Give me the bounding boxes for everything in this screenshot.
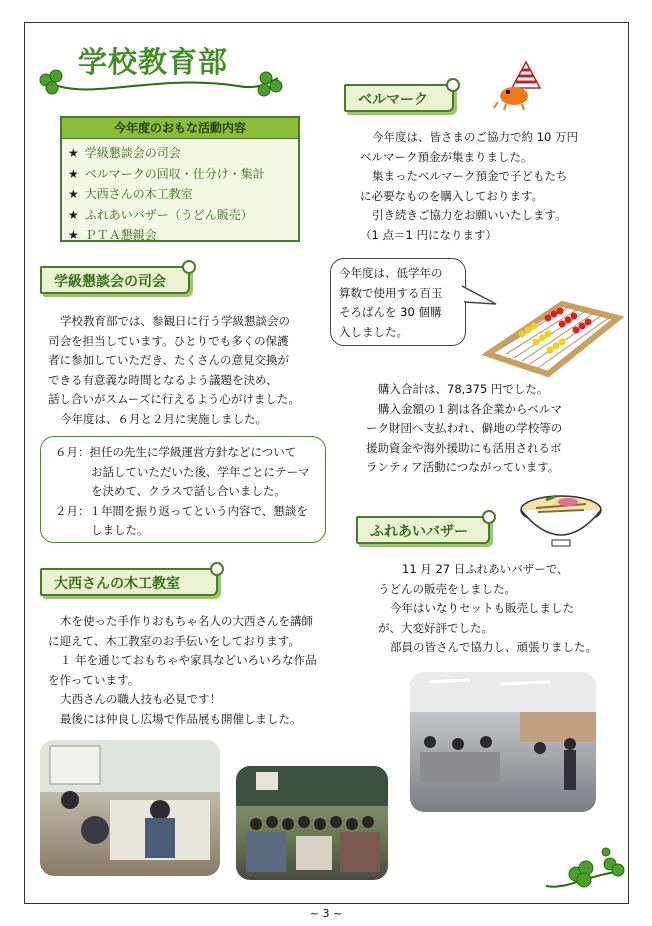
udon-bowl-icon [516,490,606,550]
page-title: 学校教育部 [78,45,229,79]
star-icon: ★ [68,228,79,242]
bazaar-photo [410,672,596,812]
activity-item: ★ 学級懇談会の司会 [68,146,181,160]
mokko-text: 木を使った手作りおもちゃ名人の大西さんを講師 に迎えて、木工教室のお手伝いをしております。 １ 年を通じておもちゃや家具などいろいろな作品 を作っています。 大西さんの職人技も必見です！ 最後には仲良し広場で作品展も開催しました。 [48,614,317,726]
activity-item: ★ 大西さんの木工教室 [68,187,193,201]
clover-corner-decoration [536,846,626,896]
class-group-photo-image [236,766,388,880]
activities-box [60,116,300,242]
bellmark-text: 今年度は、皆さまのご協力で約 10 万円 ベルマーク預金が集まりました。 集まったベルマーク預金で子どもたち に必要なものを購入しております。 引き続きご協力をお願いいたします。 （1 点＝1 円になります） [360,130,578,242]
hermit-crab-icon [492,58,552,112]
mokko-heading: 大西さんの木工教室 [40,568,218,596]
activities-heading: 今年度のおもな活動内容 [62,118,298,139]
bellmark-result-text: 購入合計は、78,375 円でした。 購入金額の１割は各企業からベルマ ーク財団へ支払われ、僻地の学校等の 援助資金や海外援助にも活用されるボ ランティア活動につながっています。 [366,382,563,474]
bazaar-hall-image [410,672,596,812]
bellmark-heading: ベルマーク [344,84,454,112]
activity-item: ★ ふれあいバザー（うどん販売） [68,207,253,222]
bazaar-text: 11 月 27 日ふれあいバザーで、 うどんの販売をしました。 今年はいなりセットも販売しました が、大変好評でした。 部員の皆さんで協力し、頑張りました。 [378,562,597,654]
woodwork-photo-image [40,740,220,876]
bellmark-speech-bubble: 今年度は、低学年の 算数で使用する百玉 そろばんを 30 個購 入しました。 [330,258,466,346]
abacus-icon [478,284,628,380]
star-icon: ★ [68,146,79,160]
star-icon: ★ [68,207,79,222]
page-number: ~ 3 ~ [309,907,343,920]
kondankai-heading: 学級懇談会の司会 [40,266,190,294]
woodwork-photo-1 [40,740,220,876]
kondankai-text: 学校教育部では、参観日に行う学級懇談会の 司会を担当しています。ひとりでも多くの保護 者に参加していただき、たくさんの意見交換が できる有意義な時間となるよう議題を決め、 話し合いがスムーズに行えるよう心がけました。 今年度は、６月と２月に実施しました。 [48,314,300,426]
star-icon: ★ [68,187,79,201]
activity-item: ★ ベルマークの回収・仕分け・集計 [68,166,265,181]
kondankai-schedule-box: ６月：担任の先生に学級運営方針などについて お話していただいた後、学年ごとにテーマ を決めて、クラスで話し合いました。 ２月：１年間を振り返ってという内容で、懇談を しました。 [40,436,326,543]
clover-vine-decoration [38,68,288,108]
bazaar-heading: ふれあいバザー [356,516,490,544]
woodwork-photo-2 [236,766,388,880]
star-icon: ★ [68,166,79,181]
activity-item: ★ ＰＴＡ懇親会 [68,228,157,242]
